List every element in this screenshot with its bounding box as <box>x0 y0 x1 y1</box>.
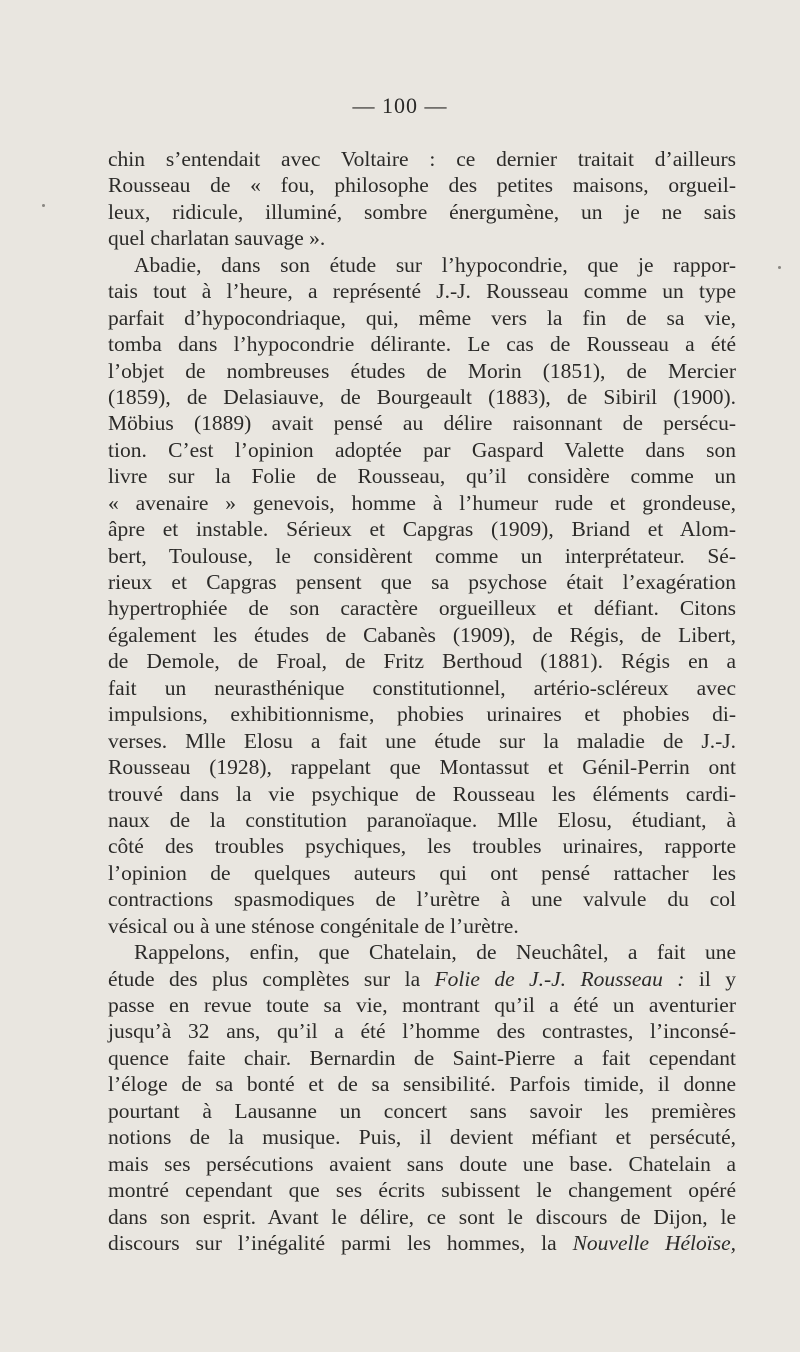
text-line: tion. C’est l’opinion adoptée par Gaspard Valette dans son <box>108 437 736 462</box>
text-line: pourtant à Lausanne un concert sans savoir les premières <box>108 1098 736 1123</box>
text-run: étude des plus complètes sur la <box>108 966 435 991</box>
text-line: Abadie, dans son étude sur l’hypocondrie, que je rappor- <box>134 252 736 277</box>
text-line: verses. Mlle Elosu a fait une étude sur la maladie de J.-J. <box>108 728 736 753</box>
text-line: l’éloge de sa bonté et de sa sensibilité. Parfois timide, il donne <box>108 1072 736 1097</box>
text-line <box>108 966 736 992</box>
text-line: (1859), de Delasiauve, de Bourgeault (1883), de Sibiril (1900). <box>108 384 736 409</box>
text-line: vésical ou à une sténose congénitale de l’urètre. <box>108 913 519 938</box>
text-line: livre sur la Folie de Rousseau, qu’il considère comme un <box>108 464 736 489</box>
text-line: mais ses persécutions avaient sans doute une base. Chatelain a <box>108 1151 736 1176</box>
body-text <box>108 146 736 1256</box>
text-line: quel charlatan sauvage ». <box>108 226 326 251</box>
text-line: contractions spasmodiques de l’urètre à une valvule du col <box>108 887 736 912</box>
text-line <box>108 1230 736 1256</box>
text-line: rieux et Capgras pensent que sa psychose était l’exagération <box>108 570 736 594</box>
text-line: hypertrophiée de son caractère orgueilleux et défiant. Citons <box>108 596 736 621</box>
italic-title: Nouvelle Héloïse, <box>572 1230 737 1255</box>
text-line: côté des troubles psychiques, les troubles urinaires, rapporte <box>108 834 736 859</box>
text-line: montré cependant que ses écrits subissent le changement opéré <box>108 1178 736 1203</box>
italic-title: Folie de J.-J. Rousseau : <box>434 966 685 991</box>
text-line: « avenaire » genevois, homme à l’humeur rude et grondeuse, <box>108 490 736 515</box>
text-line: tais tout à l’heure, a représenté J.-J. Rousseau comme un type <box>108 279 736 304</box>
text-line: dans son esprit. Avant le délire, ce sont le discours de Dijon, le <box>108 1204 736 1229</box>
text-line: fait un neurasthénique constitutionnel, artério-scléreux avec <box>108 675 736 700</box>
text-line: parfait d’hypocondriaque, qui, même vers la fin de sa vie, <box>108 305 736 330</box>
paper-speck <box>778 266 781 269</box>
text-line: leux, ridicule, illuminé, sombre énergumène, un je ne sais <box>108 199 736 224</box>
text-line: de Demole, de Froal, de Fritz Berthoud (1881). Régis en a <box>108 649 736 674</box>
text-line: chin s’entendait avec Voltaire : ce dernier traitait d’ailleurs <box>108 147 736 171</box>
text-line: Rousseau de « fou, philosophe des petites maisons, orgueil- <box>108 173 736 198</box>
text-line: Rousseau (1928), rappelant que Montassut et Génil-Perrin ont <box>108 755 736 780</box>
text-line: Möbius (1889) avait pensé au délire raisonnant de persécu- <box>108 411 736 436</box>
text-line: Rappelons, enfin, que Chatelain, de Neuchâtel, a fait une <box>134 940 736 965</box>
text-line: l’opinion de quelques auteurs qui ont pensé rattacher les <box>108 860 736 885</box>
text-line: jusqu’à 32 ans, qu’il a été l’homme des contrastes, l’inconsé- <box>108 1019 736 1044</box>
text-line: trouvé dans la vie psychique de Rousseau les éléments cardi- <box>108 781 736 806</box>
page-number: — 100 — <box>352 93 448 118</box>
text-run: il y <box>684 966 737 991</box>
paper-speck <box>42 204 45 207</box>
text-line: notions de la musique. Puis, il devient méfiant et persécuté, <box>108 1125 736 1150</box>
text-line: l’objet de nombreuses études de Morin (1851), de Mercier <box>108 358 736 383</box>
text-line: âpre et instable. Sérieux et Capgras (1909), Briand et Alom- <box>108 517 736 542</box>
text-line: tomba dans l’hypocondrie délirante. Le cas de Rousseau a été <box>108 332 736 357</box>
text-line: quence faite chair. Bernardin de Saint-Pierre a fait cependant <box>108 1045 736 1070</box>
text-run: discours sur l’inégalité parmi les hommes, la <box>108 1230 573 1255</box>
text-line: bert, Toulouse, le considèrent comme un interprétateur. Sé- <box>108 543 736 568</box>
text-line: également les études de Cabanès (1909), de Régis, de Libert, <box>108 622 736 647</box>
text-line: naux de la constitution paranoïaque. Mlle Elosu, étudiant, à <box>108 807 736 832</box>
text-line: impulsions, exhibitionnisme, phobies urinaires et phobies di- <box>108 702 736 727</box>
text-line: passe en revue toute sa vie, montrant qu’il a été un aventurier <box>108 993 736 1017</box>
